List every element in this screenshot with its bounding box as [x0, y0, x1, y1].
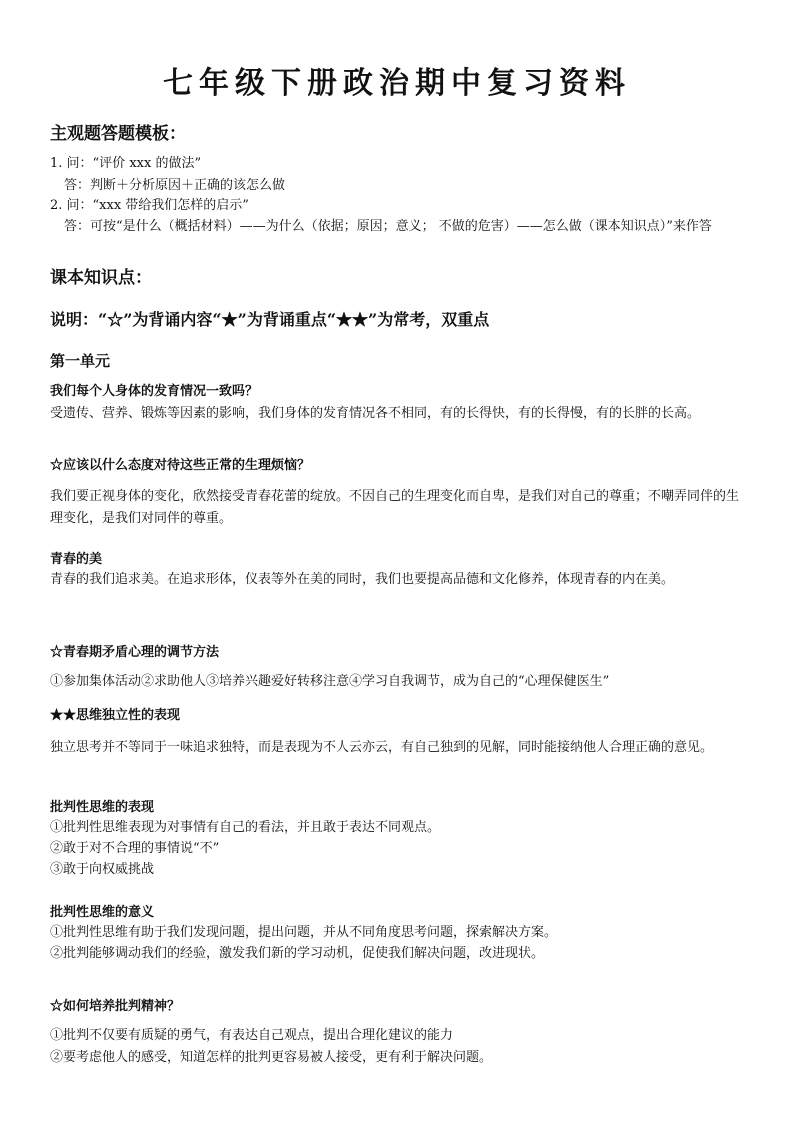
section-answer-line: ②要考虑他人的感受，知道怎样的批判更容易被人接受，更有利于解决问题。 [50, 1050, 493, 1065]
template-answer-1: 答：判断＋分析原因＋正确的该怎么做 [64, 178, 286, 193]
section-answer-line: ①批判不仅要有质疑的勇气，有表达自己观点，提出合理化建议的能力 [50, 1028, 454, 1043]
section-answer-line: ②敢于对不合理的事情说“不” [50, 841, 220, 856]
template-question-1: 1. 问：“评价 xxx 的做法” [50, 156, 202, 171]
section-question: 批判性思维的意义 [50, 905, 155, 920]
section-answer-line: ②批判能够调动我们的经验，激发我们新的学习动机，促使我们解决问题，改进现状。 [50, 946, 545, 961]
section-answer: ①参加集体活动②求助他人③培养兴趣爱好转移注意④学习自我调节，成为自己的“心理保健医生” [50, 674, 610, 689]
section-answer-line: ③敢于向权威挑战 [50, 862, 155, 877]
section-answer-line: ①批判性思维有助于我们发现问题，提出问题，并从不同角度思考问题，探索解决方案。 [50, 925, 558, 940]
section-question: ☆青春期矛盾心理的调节方法 [50, 645, 220, 660]
template-heading: 主观题答题模板： [50, 124, 186, 144]
section-question: ★★思维独立性的表现 [50, 708, 181, 723]
section-question: 青春的美 [50, 552, 103, 567]
section-answer-line: ①批判性思维表现为对事情有自己的看法，并且敢于表达不同观点。 [50, 820, 441, 835]
section-question: ☆如何培养批判精神？ [50, 999, 181, 1014]
section-answer: 受遗传、营养、锻炼等因素的影响，我们身体的发育情况各不相同，有的长得快，有的长得慢，有的长胖的长高。 [50, 406, 701, 421]
section-question: ☆应该以什么态度对待这些正常的生理烦恼？ [50, 458, 311, 473]
legend-note: 说明：“☆”为背诵内容“★”为背诵重点“★★”为常考，双重点 [50, 310, 490, 329]
template-answer-2: 答：可按“是什么（概括材料）——为什么（依据；原因；意义； 不做的危害）——怎么做（课本知识点）”来作答 [64, 219, 712, 234]
section-answer: 独立思考并不等同于一味追求独特，而是表现为不人云亦云，有自己独到的见解，同时能接纳他人合理正确的意见。 [50, 740, 714, 755]
section-question: 我们每个人身体的发育情况一致吗？ [50, 384, 259, 399]
template-question-2: 2. 问：“xxx 带给我们怎样的启示” [50, 198, 249, 213]
section-answer: 我们要正视身体的变化，欣然接受青春花蕾的绽放。不因自己的生理变化而自卑，是我们对自己的尊重；不嘲弄同伴的生理变化，是我们对同伴的尊重。 [50, 489, 740, 526]
section-question: 批判性思维的表现 [50, 800, 155, 815]
unit-title: 第一单元 [50, 352, 111, 370]
section-answer: 青春的我们追求美。在追求形体，仪表等外在美的同时，我们也要提高品德和文化修养，体现青春的内在美。 [50, 572, 675, 587]
document-title: 七年级下册政治期中复习资料 [163, 66, 631, 101]
knowledge-heading: 课本知识点： [50, 268, 152, 288]
